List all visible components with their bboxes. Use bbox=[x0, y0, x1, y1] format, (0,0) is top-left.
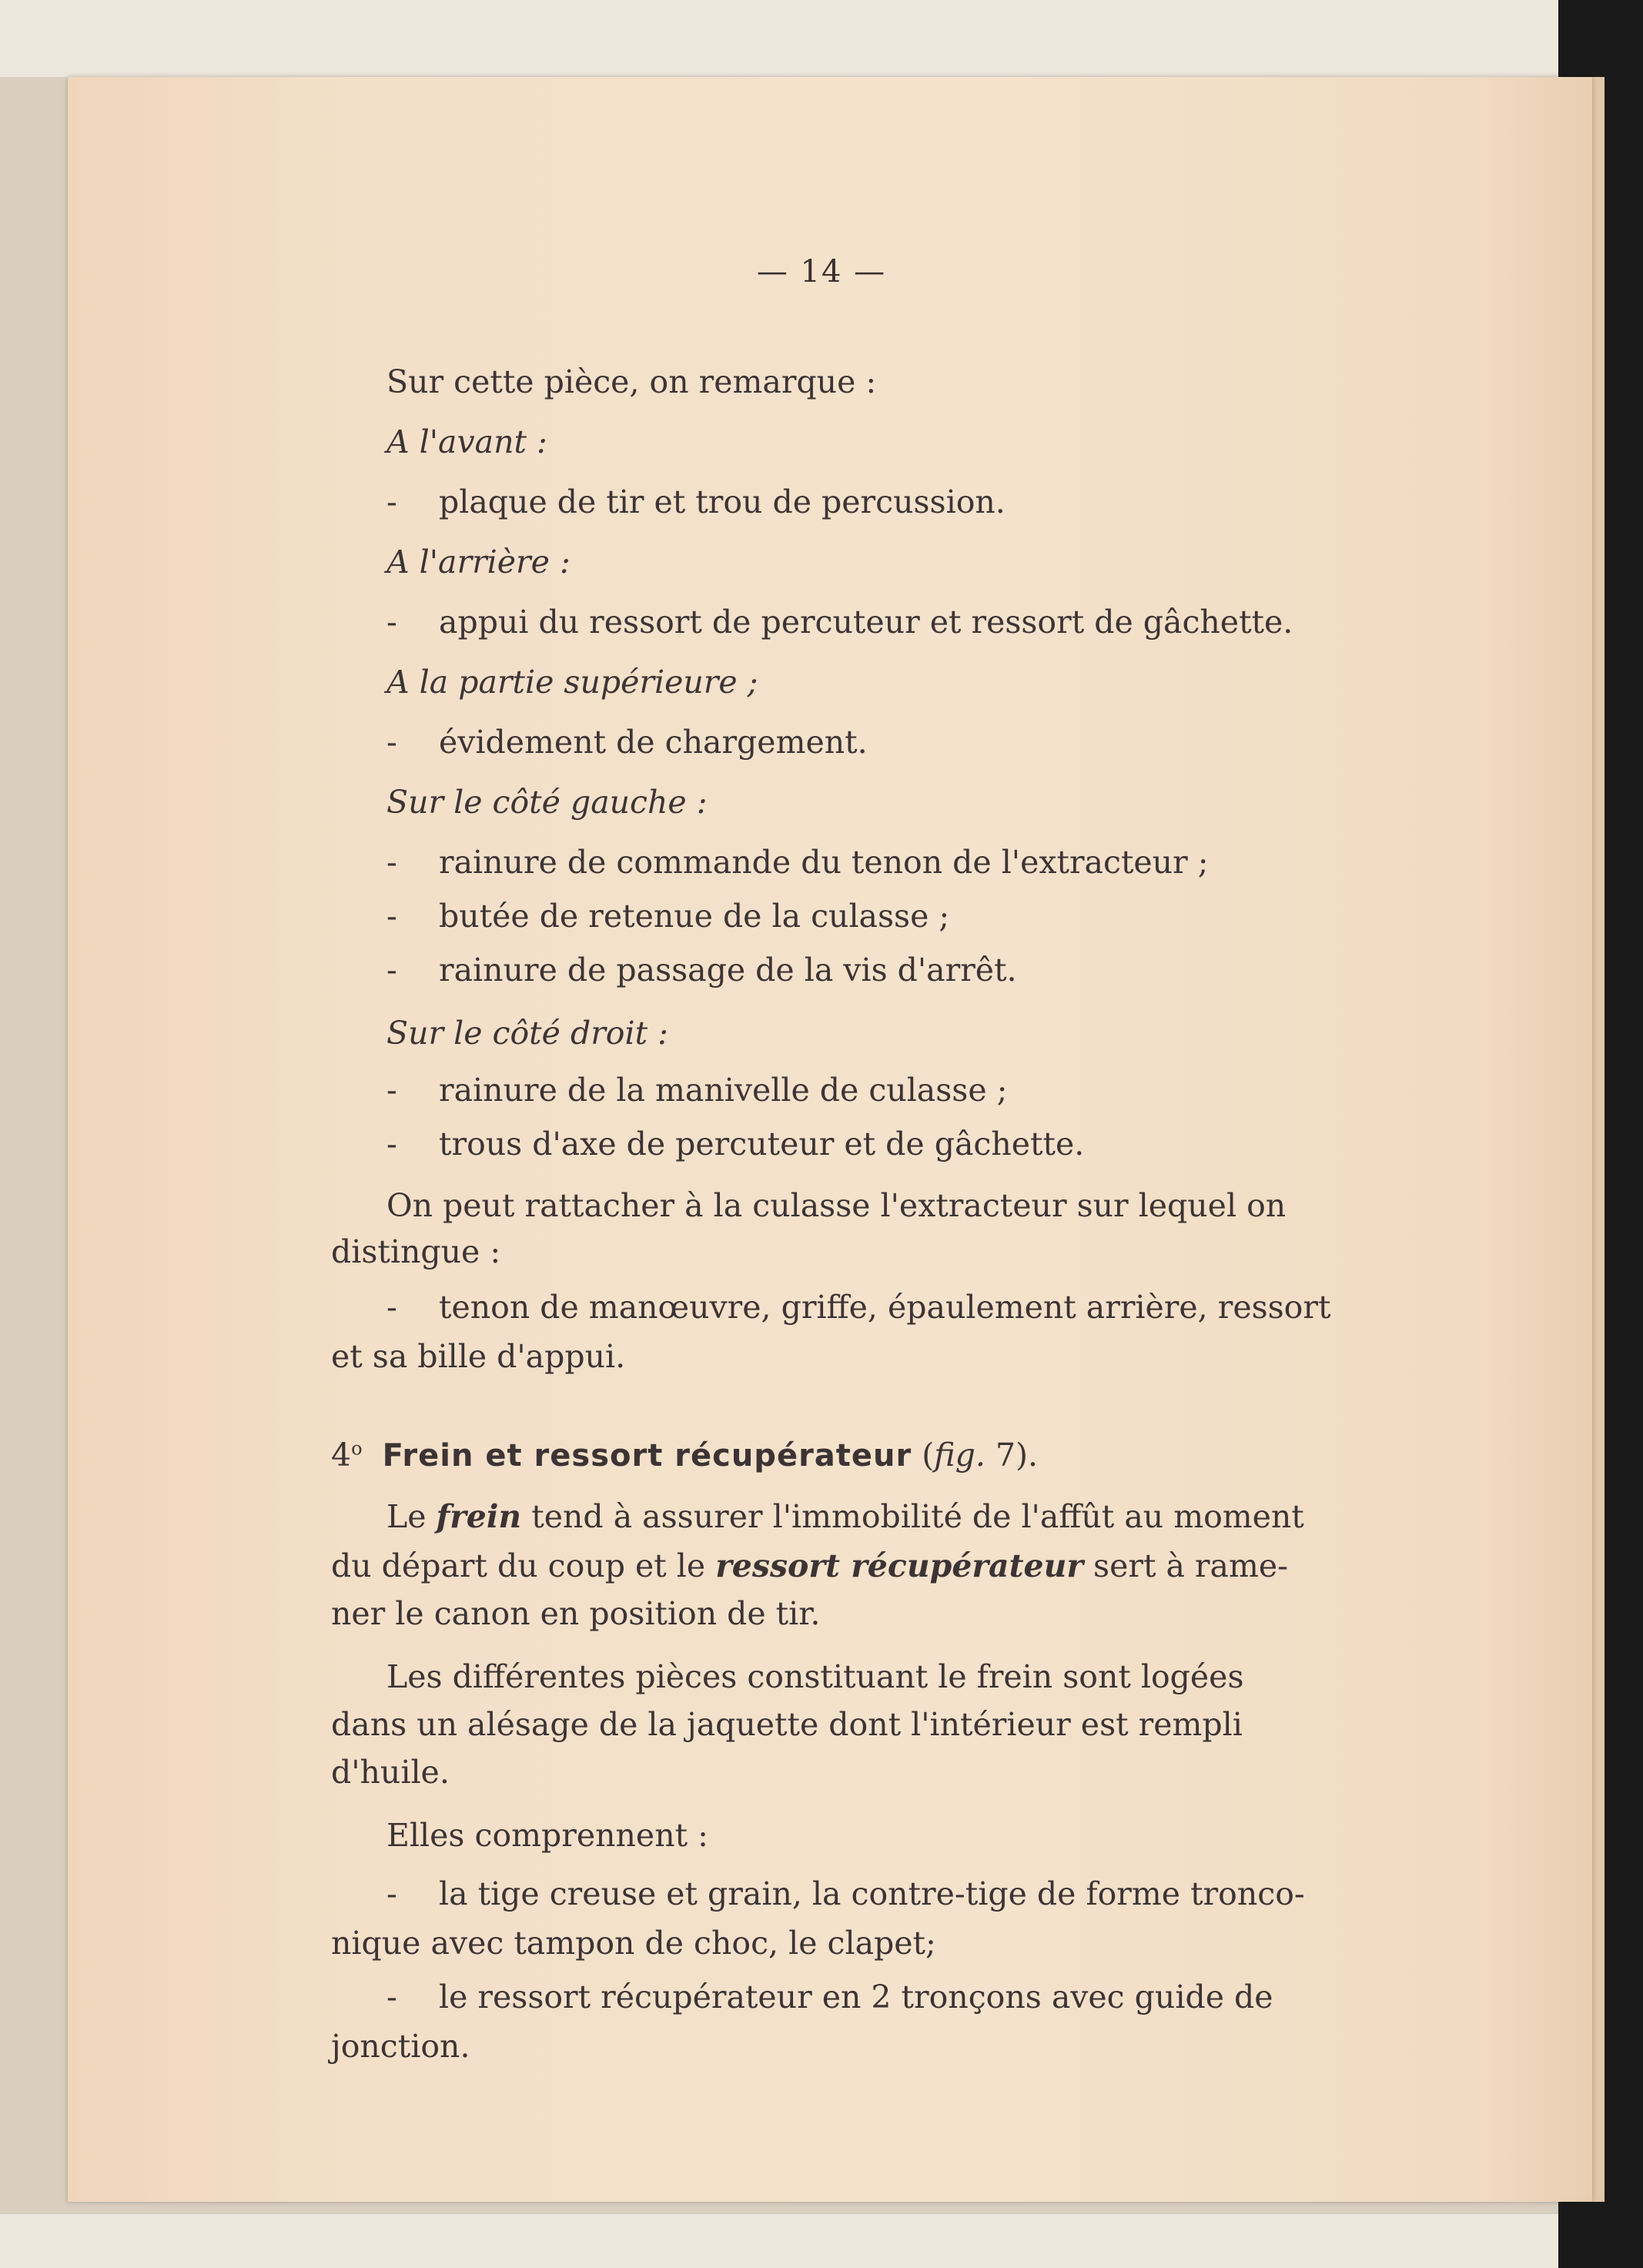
subheading-arriere: A l'arrière : bbox=[386, 544, 571, 580]
list-item: - rainure de la manivelle de culasse ; bbox=[386, 1072, 1008, 1109]
scan-background-bottom bbox=[0, 2214, 1643, 2268]
paragraph-line: Le frein tend à assurer l'immobilité de l'affût au moment bbox=[386, 1498, 1304, 1535]
subheading-cote-droit: Sur le côté droit : bbox=[386, 1015, 668, 1052]
paragraph-line: nique avec tampon de choc, le clapet; bbox=[331, 1925, 936, 1962]
paragraph-line: On peut rattacher à la culasse l'extracteur sur lequel on bbox=[386, 1187, 1287, 1224]
paragraph-line: et sa bille d'appui. bbox=[331, 1338, 626, 1375]
paragraph-line: Elles comprennent : bbox=[386, 1817, 708, 1854]
subheading-avant: A l'avant : bbox=[386, 423, 547, 460]
list-item: - tenon de manœuvre, griffe, épaulement arrière, ressort bbox=[386, 1289, 1331, 1326]
subheading-partie-superieure: A la partie supérieure ; bbox=[386, 664, 758, 701]
subheading-cote-gauche: Sur le côté gauche : bbox=[386, 784, 708, 821]
scan-background-top bbox=[0, 0, 1643, 77]
paragraph-line: d'huile. bbox=[331, 1754, 450, 1791]
paragraph-line: Les différentes pièces constituant le frein sont logées bbox=[386, 1658, 1244, 1695]
list-item: - butée de retenue de la culasse ; bbox=[386, 898, 950, 935]
paragraph-line: du départ du coup et le ressort récupérateur sert à rame- bbox=[331, 1547, 1288, 1584]
section-heading: 4$^o$ Frein et ressort récupérateur (fig. 7). bbox=[331, 1437, 1039, 1474]
list-item: - le ressort récupérateur en 2 tronçons avec guide de bbox=[386, 1979, 1273, 2015]
list-item: - rainure de commande du tenon de l'extracteur ; bbox=[386, 844, 1209, 881]
page-number: — 14 — bbox=[756, 254, 887, 289]
list-item: - rainure de passage de la vis d'arrêt. bbox=[386, 952, 1017, 988]
paragraph-line: dans un alésage de la jaquette dont l'intérieur est rempli bbox=[331, 1706, 1243, 1743]
list-item: - trous d'axe de percuteur et de gâchette. bbox=[386, 1126, 1085, 1162]
list-item: - appui du ressort de percuteur et ressort de gâchette. bbox=[386, 604, 1293, 641]
paragraph-line: ner le canon en position de tir. bbox=[331, 1595, 821, 1632]
list-item: - la tige creuse et grain, la contre-tige de forme tronco- bbox=[386, 1875, 1305, 1912]
list-item: - évidement de chargement. bbox=[386, 724, 868, 761]
intro-line: Sur cette pièce, on remarque : bbox=[386, 363, 877, 400]
paragraph-line: jonction. bbox=[331, 2028, 470, 2065]
list-item: - plaque de tir et trou de percussion. bbox=[386, 483, 1006, 520]
paragraph-line: distingue : bbox=[331, 1233, 501, 1270]
